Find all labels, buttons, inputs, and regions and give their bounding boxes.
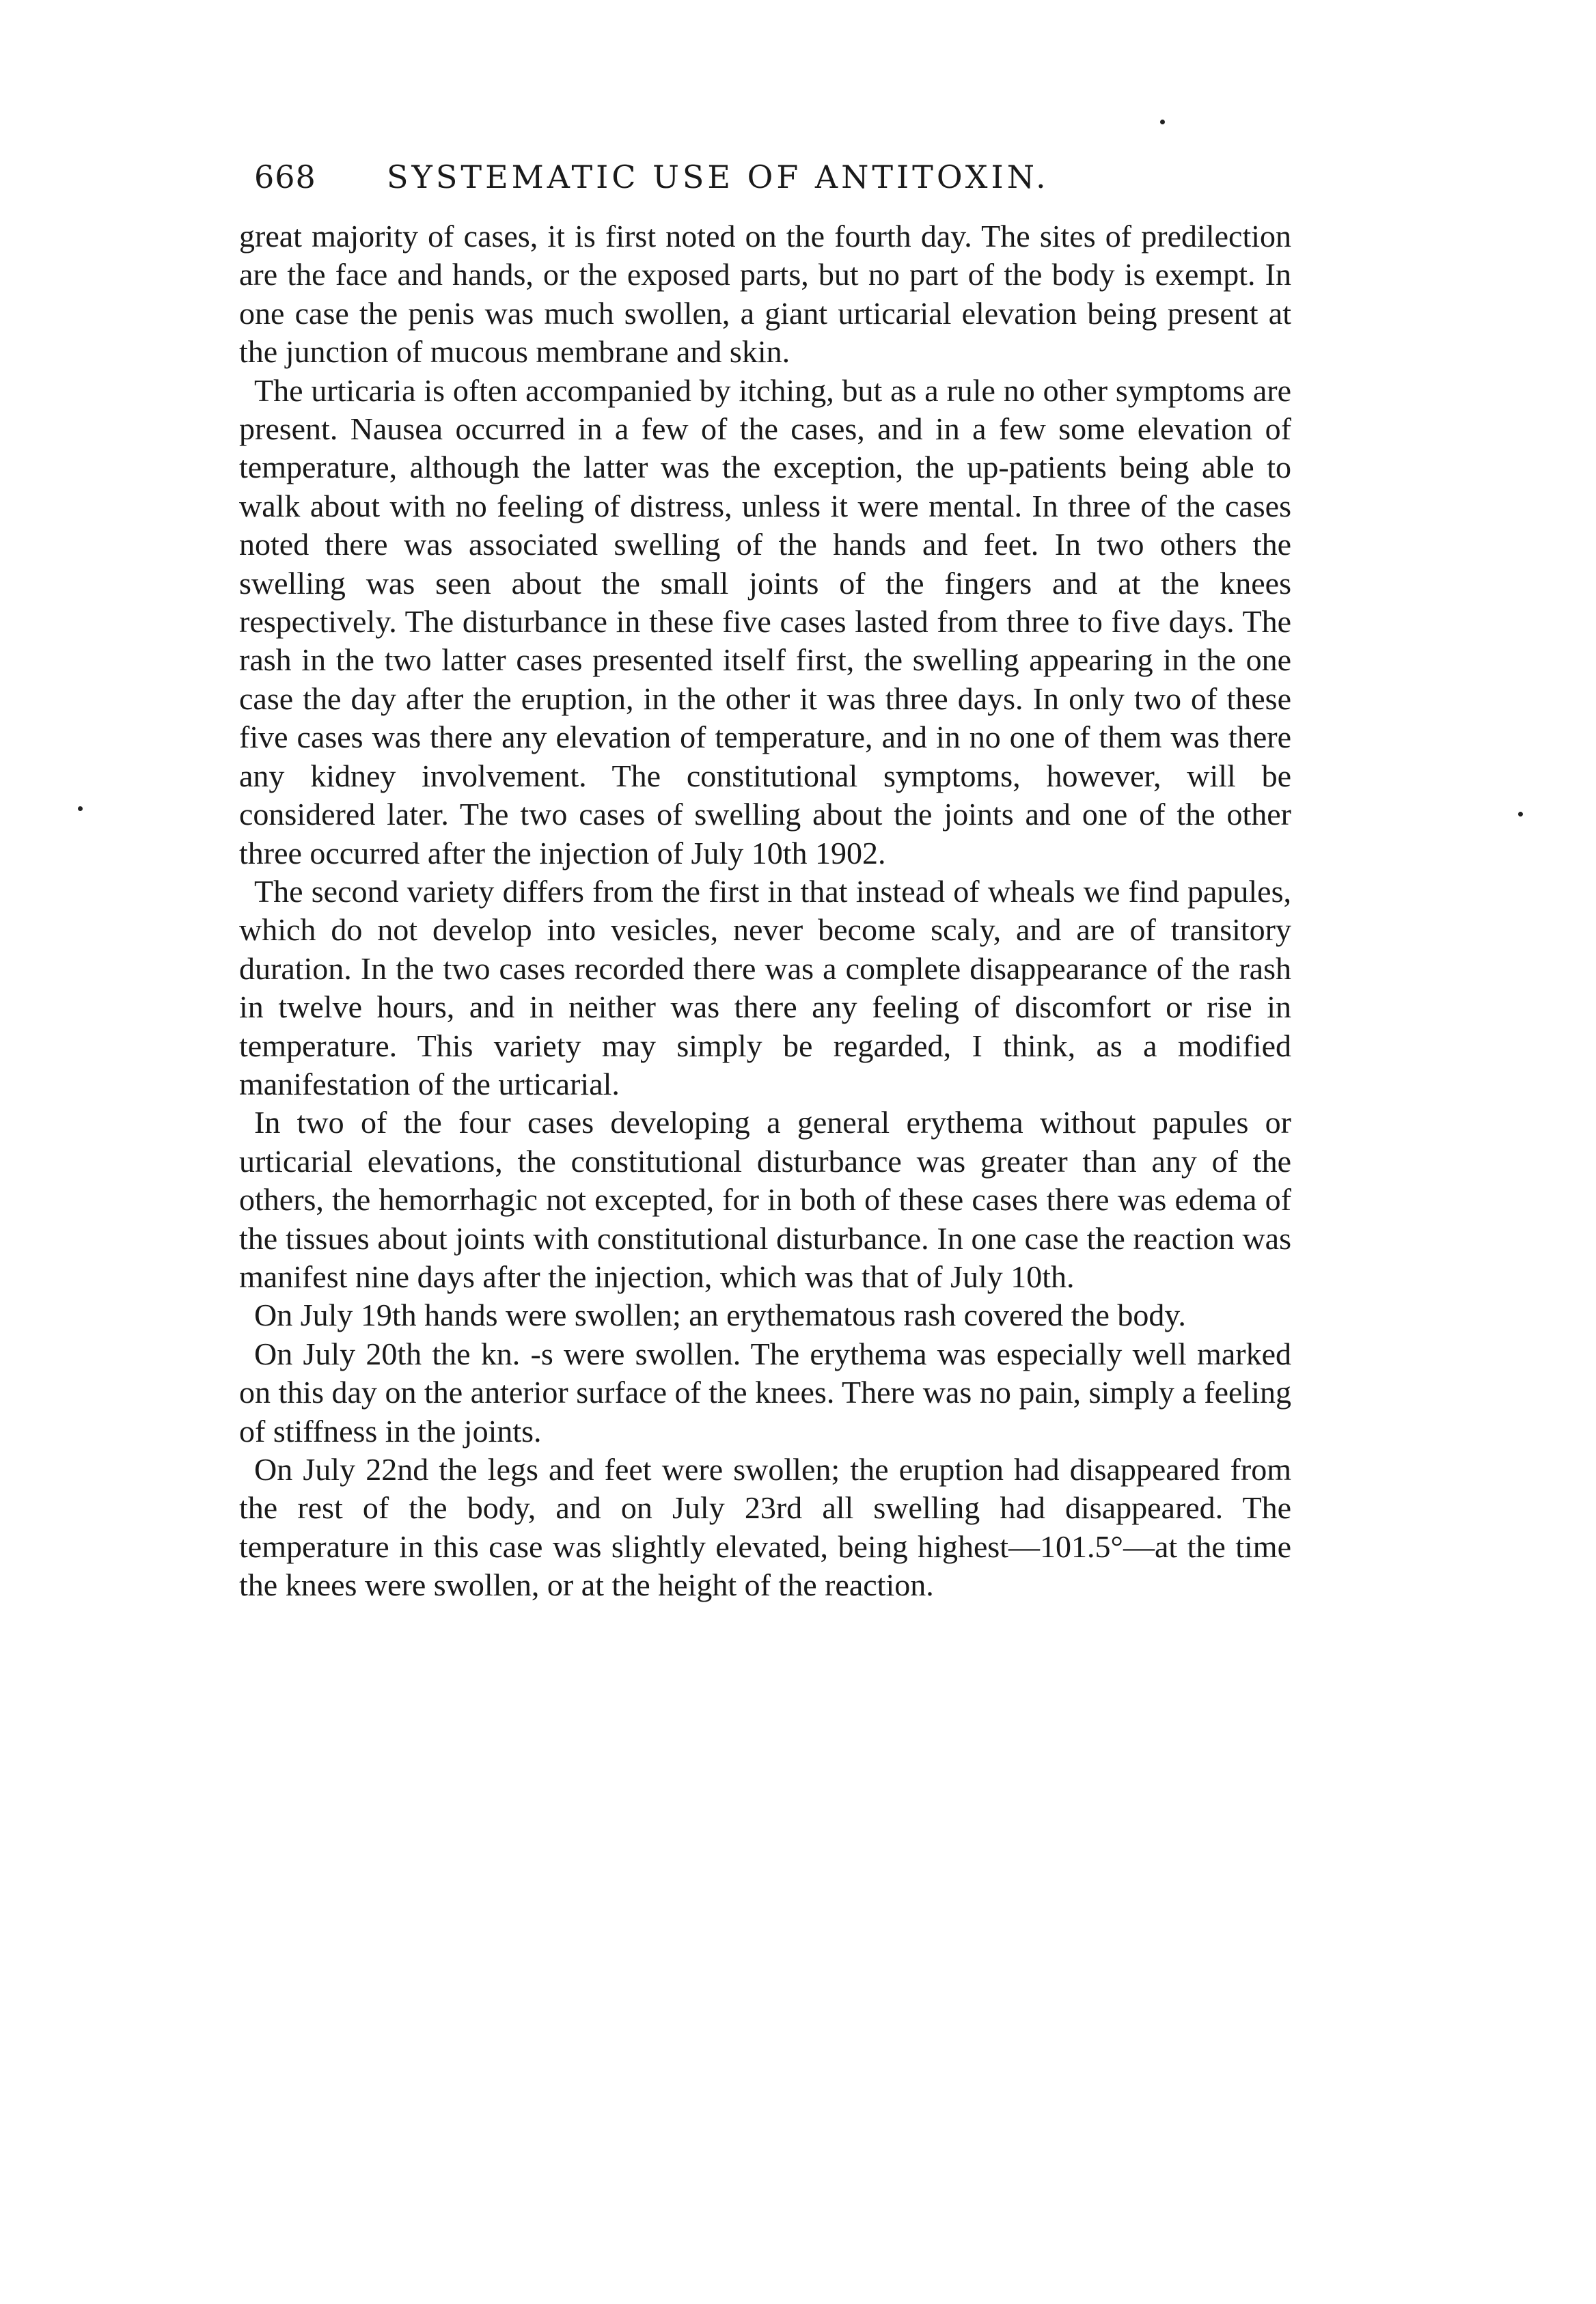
ink-speck: [1160, 120, 1165, 124]
paragraph: In two of the four cases developing a general erythema without papules or urticarial elevations, the constitutional disturbance was greater than any of the others, the hemorrhagic not excepted, for in both of these cases there was edema of the tissues about joints with constitutional disturbance. In one case the reaction was manifest nine days after the injection, which was that of July 10th.: [239, 1105, 1291, 1294]
paragraph: The urticaria is often accompanied by itching, but as a rule no other symptoms are present. Nausea occurred in a few of the cases, and in a few some elevation of temperature, although the latter was the exception, the up-patients being able to walk about with no feeling of distress, unless it were mental. In three of the cases noted there was associated swelling of the hands and feet. In two others the swelling was seen about the small joints of the fingers and at the knees respectively. The disturbance in these five cases lasted from three to five days. The rash in the two latter cases presented itself first, the swelling appearing in the one case the day after the eruption, in the other it was three days. In only two of these five cases was there any elevation of temperature, and in no one of them was there any kidney involvement. The constitutional symptoms, however, will be considered later. The two cases of swelling about the joints and one of the other three occurred after the injection of July 10th 1902.: [239, 372, 1291, 870]
paragraph-continued: great majority of cases, it is first noted on the fourth day. The sites of predilection are the face and hands, or the exposed parts, but no part of the body is exempt. In one case the penis was much swollen, a giant urticarial elevation being present at the junction of mucous membrane and skin.: [239, 219, 1291, 370]
paragraph: On July 19th hands were swollen; an erythematous rash covered the body.: [254, 1298, 1186, 1333]
paragraph: On July 22nd the legs and feet were swollen; the eruption had disappeared from the rest of the body, and on July 23rd all swelling had disappeared. The temperature in this case was slightly elevated, being highest—101.5°—at the time the knees were swollen, or at the height of the reaction.: [239, 1452, 1291, 1603]
paragraph: The second variety differs from the first in that instead of wheals we find papules, which do not develop into vesicles, never become scaly, and are of transitory duration. In the two cases recorded there was a complete disappearance of the rash in twelve hours, and in neither was there any feeling of discomfort or rise in temperature. This variety may simply be regarded, I think, as a modified manifestation of the urticarial.: [239, 873, 1291, 1101]
body-text: [239, 217, 1291, 1605]
ink-speck: [78, 806, 83, 811]
paragraph: On July 20th the kn. -s were swollen. The erythema was especially well marked on this day on the anterior surface of the knees. There was no pain, simply a feeling of stiffness in the joints.: [239, 1336, 1291, 1449]
page-number: 668: [254, 159, 316, 195]
ink-speck: [1518, 812, 1523, 817]
running-head: SYSTEMATIC USE OF ANTITOXIN.: [387, 159, 1049, 195]
